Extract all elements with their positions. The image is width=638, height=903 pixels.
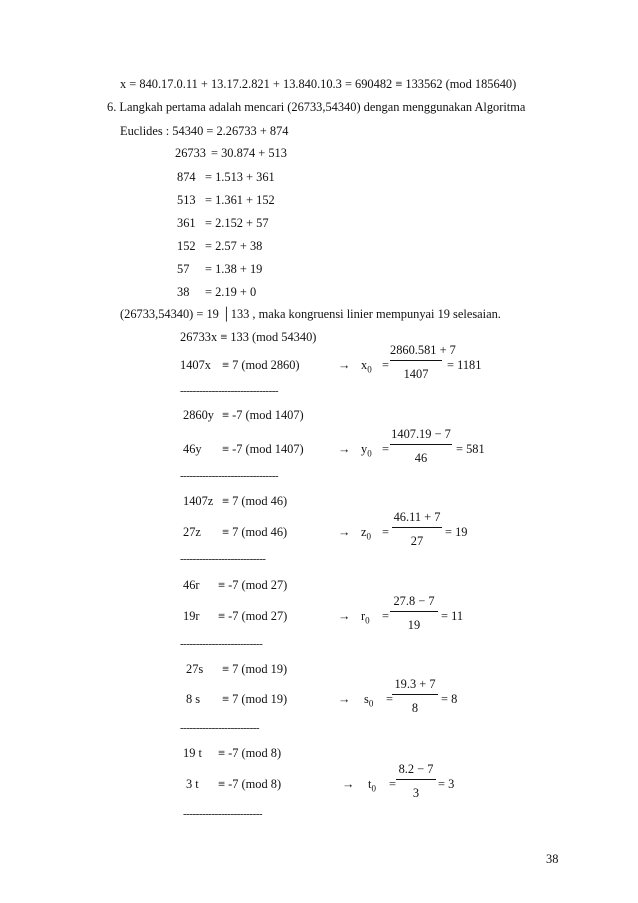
equals-sign: = [389,777,396,791]
congruence-rhs: ≡ -7 (mod 1407) [222,408,304,422]
congruence-lhs: 1407z [183,494,214,508]
fraction-bar [392,694,438,695]
solution-variable: $r_0$ [361,609,370,626]
congruence-lhs: 46r [183,578,200,592]
congruence-lhs: 2860y [183,408,214,422]
euclid-step-rhs: = 1.361 + 152 [205,193,275,207]
congruence-rhs: ≡ -7 (mod 8) [218,746,282,760]
congruence-lhs: 19 t [183,746,202,760]
fraction-bar [396,779,436,780]
congruence-rhs: ≡ -7 (mod 8) [218,777,282,791]
arrow-icon: → [338,442,351,456]
solution-variable: $t_0$ [368,777,376,794]
equation-x-line: x = 840.17.0.11 + 13.17.2.821 + 13.840.10.3 = 690482 ≡ 133562 (mod 185640) [120,77,517,91]
euclid-step-rhs: = 2.19 + 0 [205,285,257,299]
fraction-bar [390,360,442,361]
fraction-numerator: 27.8 − 7 [393,594,435,608]
congruence-rhs: ≡ 7 (mod 2860) [222,358,300,372]
euclid-step-lhs: 57 [177,262,190,276]
fraction-denominator: 46 [414,451,428,465]
arrow-icon: → [338,609,351,623]
fraction-numerator: 8.2 − 7 [398,762,434,776]
equals-sign: = [382,358,389,372]
euclid-step-lhs: 874 [177,170,196,184]
arrow-icon: → [338,525,351,539]
euclid-step-rhs: = 30.874 + 513 [211,146,287,160]
separator-line: ------------------------- [180,722,260,734]
fraction-bar [390,611,438,612]
equals-sign: = [382,609,389,623]
congruence-rhs: ≡ -7 (mod 1407) [222,442,304,456]
solution-variable: $s_0$ [364,692,374,709]
initial-congruence: 26733x ≡ 133 (mod 54340) [180,330,317,344]
fraction-numerator: 2860.581 + 7 [390,343,456,357]
congruence-lhs: 46y [183,442,202,456]
euclid-step-rhs: = 2.57 + 38 [205,239,263,253]
arrow-icon: → [338,358,351,372]
congruence-lhs: 3 t [186,777,199,791]
item-6-text: 6. Langkah pertama adalah mencari (26733,54340) dengan menggunakan Algoritma [107,100,526,114]
fraction-bar [392,527,442,528]
equals-sign: = [386,692,393,706]
euclid-step-rhs: = 1.38 + 19 [205,262,263,276]
congruence-lhs: 19r [183,609,200,623]
separator-line: ------------------------------- [180,470,279,482]
congruence-rhs: ≡ 7 (mod 19) [222,662,288,676]
solution-result: = 19 [445,525,468,539]
fraction-denominator: 3 [412,786,420,800]
page-number: 38 [546,852,559,866]
euclid-step-lhs: 513 [177,193,196,207]
solution-result: = 3 [438,777,455,791]
congruence-rhs: ≡ -7 (mod 27) [218,609,288,623]
fraction-denominator: 1407 [403,367,429,381]
gcd-statement: (26733,54340) = 19 │133 , maka kongruensi linier mempunyai 19 selesaian. [120,307,501,321]
congruence-rhs: ≡ 7 (mod 19) [222,692,288,706]
congruence-lhs: 27z [183,525,201,539]
euclid-step-lhs: 361 [177,216,196,230]
fraction-denominator: 19 [407,618,421,632]
fraction-denominator: 8 [411,701,419,715]
euclides-first-step: Euclides : 54340 = 2.26733 + 874 [120,124,289,138]
solution-variable: $x_0$ [361,358,372,375]
fraction-denominator: 27 [410,534,424,548]
solution-variable: $y_0$ [361,442,372,459]
arrow-icon: → [338,692,351,706]
euclid-step-rhs: = 2.152 + 57 [205,216,269,230]
congruence-rhs: ≡ 7 (mod 46) [222,494,288,508]
equals-sign: = [382,525,389,539]
fraction-numerator: 1407.19 − 7 [391,427,451,441]
fraction-numerator: 19.3 + 7 [394,677,436,691]
solution-result: = 1181 [447,358,482,372]
euclid-step-rhs: = 1.513 + 361 [205,170,275,184]
solution-variable: $z_0$ [361,525,371,542]
solution-result: = 8 [441,692,458,706]
solution-result: = 11 [441,609,464,623]
euclid-step-lhs: 152 [177,239,196,253]
fraction-numerator: 46.11 + 7 [393,510,441,524]
euclid-step-lhs: 26733 [175,146,206,160]
separator-line: ------------------------- [183,808,263,820]
arrow-icon: → [342,777,355,791]
solution-result: = 581 [456,442,485,456]
congruence-lhs: 27s [186,662,204,676]
separator-line: --------------------------- [180,553,266,565]
equals-sign: = [382,442,389,456]
separator-line: -------------------------- [180,638,263,650]
congruence-lhs: 1407x [180,358,211,372]
euclid-step-lhs: 38 [177,285,190,299]
congruence-rhs: ≡ 7 (mod 46) [222,525,288,539]
congruence-lhs: 8 s [186,692,201,706]
separator-line: ------------------------------- [180,385,279,397]
congruence-rhs: ≡ -7 (mod 27) [218,578,288,592]
fraction-bar [390,444,452,445]
